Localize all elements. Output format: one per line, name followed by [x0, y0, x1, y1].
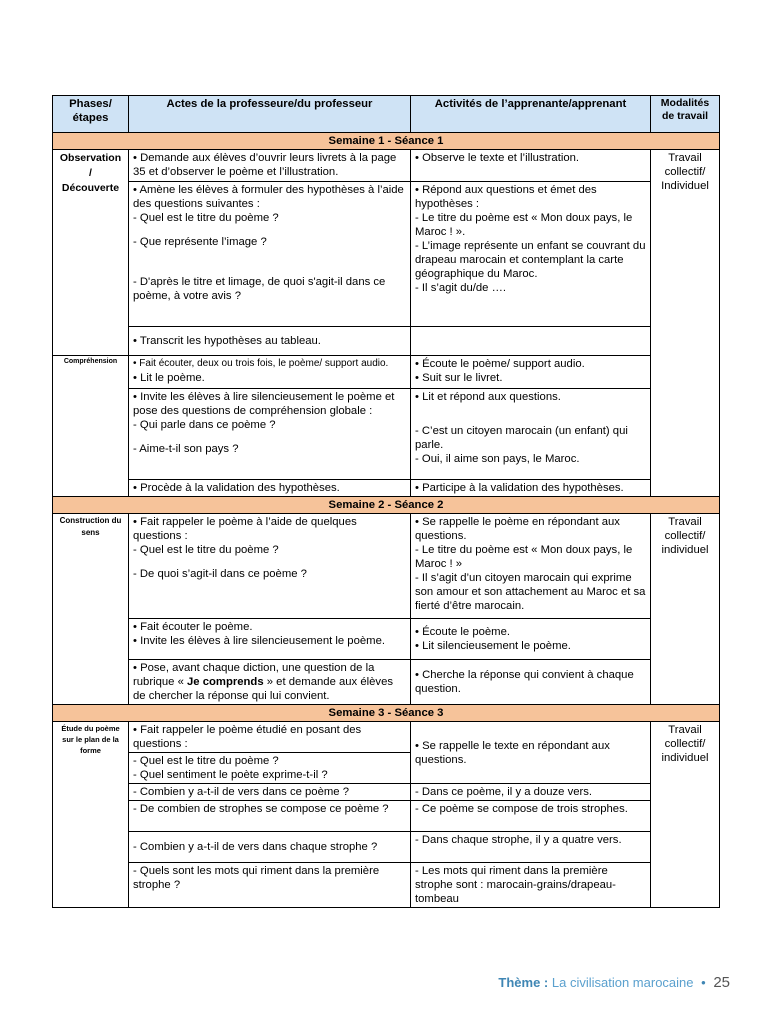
s2-prof-1: • Fait rappeler le poème à l’aide de quelques questions : - Quel est le titre du poème ? - De quoi s’agit-il dans ce poème ? — [129, 514, 411, 619]
week-2-row: Semaine 2 - Séance 2 — [53, 497, 720, 514]
table-row — [53, 660, 720, 705]
s1-app-2: • Répond aux questions et émet des hypothèses : - Le titre du poème est « Mon doux pays, le Maroc ! ». - L’image représente un enfant se couvrant du drapeau marocain et contemplant la carte géographique du Maroc. - Il s’agit du/de …. — [411, 182, 651, 327]
phase-observation: Observation / Découverte — [53, 150, 129, 356]
s2-prof-3: • Pose, avant chaque diction, une question de la rubrique « Je comprends » et demande aux élèves de chercher la réponse qui lui convient. — [129, 660, 411, 705]
table-row — [53, 514, 720, 619]
s2-app-3: • Cherche la réponse qui convient à chaque question. — [411, 660, 651, 705]
table-row — [53, 801, 720, 832]
s3-prof-1: • Fait rappeler le poème étudié en posant des questions : — [129, 722, 411, 753]
s1-app-4: • Écoute le poème/ support audio. • Suit sur le livret. — [411, 356, 651, 389]
page-number: 25 — [713, 974, 730, 991]
footer-theme-label: Thème : — [498, 975, 549, 990]
table-row — [53, 863, 720, 908]
s1-prof-4: • Fait écouter, deux ou trois fois, le poème/ support audio. • Lit le poème. — [129, 356, 411, 389]
header-apprenant: Activités de l’apprenante/apprenant — [411, 96, 651, 133]
s3-prof-5: - Combien y a-t-il de vers dans chaque strophe ? — [129, 832, 411, 863]
s1-prof-1: • Demande aux élèves d’ouvrir leurs livrets à la page 35 et d’observer le poème et l’illustration. — [129, 150, 411, 182]
header-row — [53, 96, 720, 133]
s2-prof-2: • Fait écouter le poème. • Invite les élèves à lire silencieusement le poème. — [129, 619, 411, 660]
modalites-s2: Travail collectif/ individuel — [651, 514, 720, 705]
table-row — [53, 356, 720, 389]
table-row — [53, 480, 720, 497]
s1-prof-6: • Procède à la validation des hypothèses. — [129, 480, 411, 497]
s1-app-6: • Participe à la validation des hypothèses. — [411, 480, 651, 497]
s3-app-1: • Se rappelle le texte en répondant aux questions. — [411, 722, 651, 784]
table-row — [53, 327, 720, 356]
s3-app-5: - Dans chaque strophe, il y a quatre vers. — [411, 832, 651, 863]
table-row — [53, 389, 720, 480]
table-row — [53, 150, 720, 182]
table-row — [53, 182, 720, 327]
modalites-s3: Travail collectif/ individuel — [651, 722, 720, 908]
s2-app-2: • Écoute le poème. • Lit silencieusement le poème. — [411, 619, 651, 660]
s3-prof-6: - Quels sont les mots qui riment dans la première strophe ? — [129, 863, 411, 908]
phase-construction: Construction du sens — [53, 514, 129, 705]
s3-app-4: - Ce poème se compose de trois strophes. — [411, 801, 651, 832]
page-footer — [498, 974, 730, 991]
modalites-s1: Travail collectif/ Individuel — [651, 150, 720, 497]
table-row — [53, 784, 720, 801]
s1-prof-5: • Invite les élèves à lire silencieusement le poème et pose des questions de compréhension globale : - Qui parle dans ce poème ? - Aime-t-il son pays ? — [129, 389, 411, 480]
s3-app-6: - Les mots qui riment dans la première strophe sont : marocain-grains/drapeau-tombeau — [411, 863, 651, 908]
phase-etude: Étude du poème sur le plan de la forme — [53, 722, 129, 908]
lesson-plan-table — [52, 95, 720, 908]
table-row — [53, 619, 720, 660]
s1-app-1: • Observe le texte et l’illustration. — [411, 150, 651, 182]
s3-prof-4: - De combien de strophes se compose ce poème ? — [129, 801, 411, 832]
s1-app-5: • Lit et répond aux questions. - C’est un citoyen marocain (un enfant) qui parle. - Oui, il aime son pays, le Maroc. — [411, 389, 651, 480]
table-row — [53, 832, 720, 863]
table-row — [53, 722, 720, 753]
phase-comprehension: Compréhension — [53, 356, 129, 497]
week-1-row: Semaine 1 - Séance 1 — [53, 133, 720, 150]
week-3-row: Semaine 3 - Séance 3 — [53, 705, 720, 722]
s3-prof-2: - Quel est le titre du poème ? - Quel sentiment le poète exprime-t-il ? — [129, 753, 411, 784]
s2-app-1: • Se rappelle le poème en répondant aux questions. - Le titre du poème est « Mon doux pays, le Maroc ! » - Il s’agit d’un citoyen marocain qui exprime son amour et son attachement au Maroc et sa fierté d’être marocain. — [411, 514, 651, 619]
s3-prof-3: - Combien y a-t-il de vers dans ce poème ? — [129, 784, 411, 801]
s1-prof-3: • Transcrit les hypothèses au tableau. — [129, 327, 411, 356]
footer-bullet-icon: • — [701, 975, 706, 990]
header-prof: Actes de la professeure/du professeur — [129, 96, 411, 133]
s3-app-3: - Dans ce poème, il y a douze vers. — [411, 784, 651, 801]
header-modalites: Modalités de travail — [651, 96, 720, 133]
s1-prof-2: • Amène les élèves à formuler des hypothèses à l’aide des questions suivantes : - Quel est le titre du poème ? - Que représente l’image ? - D'après le titre et limage, de quoi s'agit-il dans ce poème, à votre avis ? — [129, 182, 411, 327]
header-phases: Phases/ étapes — [53, 96, 129, 133]
s1-app-3 — [411, 327, 651, 356]
footer-theme-name: La civilisation marocaine — [551, 975, 694, 990]
